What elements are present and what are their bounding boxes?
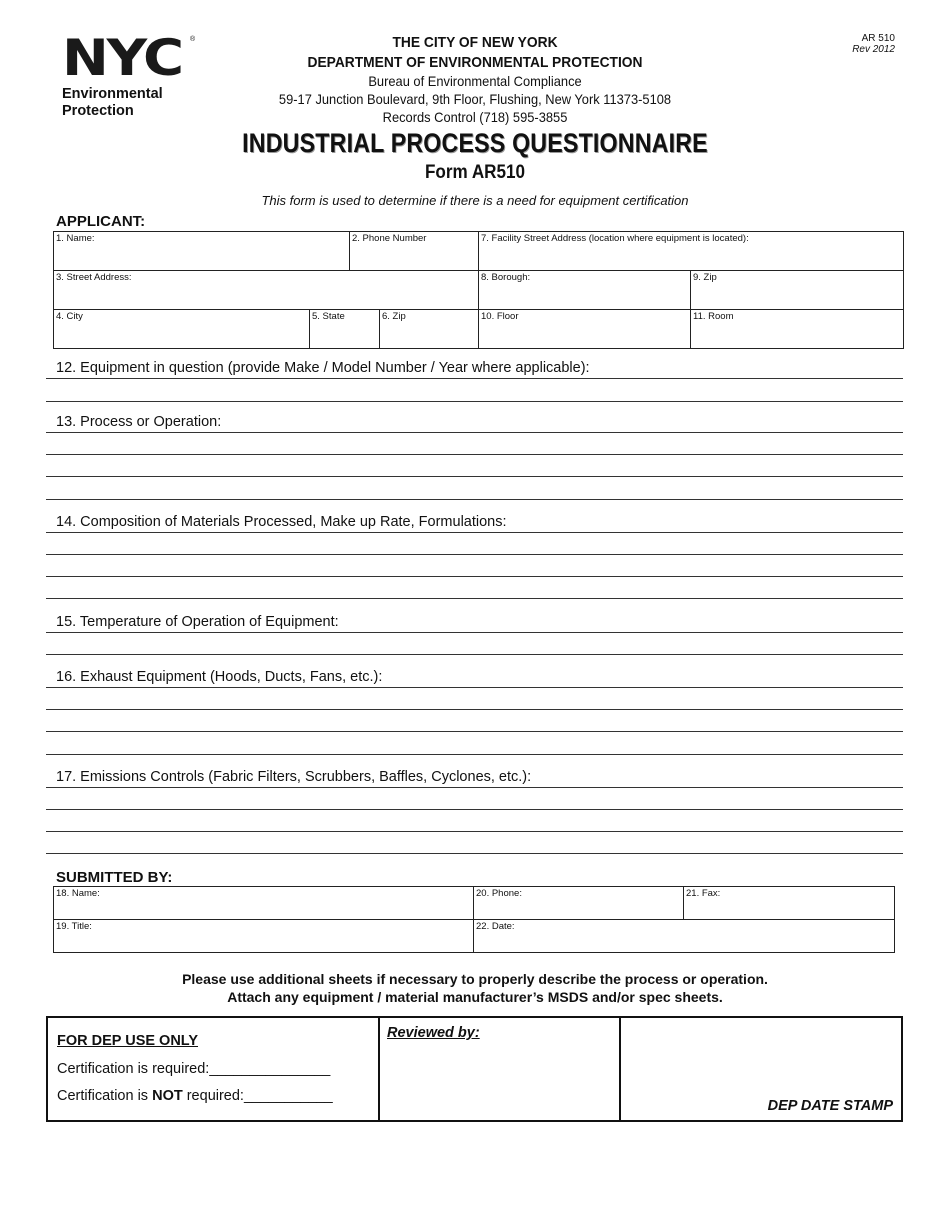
question-16-label: 16. Exhaust Equipment (Hoods, Ducts, Fans, etc.): xyxy=(56,669,386,685)
answer-line[interactable] xyxy=(46,754,903,755)
answer-line[interactable] xyxy=(46,787,903,788)
submitted-by-heading: SUBMITTED BY: xyxy=(56,869,173,886)
room-label: 11. Room xyxy=(693,311,734,322)
submitter-name-label: 18. Name: xyxy=(56,888,100,899)
zip-field[interactable] xyxy=(379,309,479,349)
msds-note: Attach any equipment / material manufacturer’s MSDS and/or spec sheets. xyxy=(227,989,723,1005)
additional-sheets-note: Please use additional sheets if necessary to properly describe the process or operation. xyxy=(182,971,768,987)
submitter-phone-field[interactable] xyxy=(473,886,684,920)
facility-zip-field[interactable] xyxy=(690,270,904,310)
question-14-label: 14. Composition of Materials Processed, Make up Rate, Formulations: xyxy=(56,514,511,530)
city-label: 4. City xyxy=(56,311,83,322)
form-purpose: This form is used to determine if there is a need for equipment certification xyxy=(261,193,689,208)
submitter-title-field[interactable] xyxy=(53,919,474,953)
submitter-fax-field[interactable] xyxy=(683,886,895,920)
submitter-name-field[interactable] xyxy=(53,886,474,920)
answer-line[interactable] xyxy=(46,687,903,688)
certification-required[interactable]: Certification is required:_______________ xyxy=(57,1061,331,1077)
submitter-fax-label: 21. Fax: xyxy=(686,888,721,899)
answer-line[interactable] xyxy=(46,532,903,533)
answer-line[interactable] xyxy=(46,632,903,633)
city-field[interactable] xyxy=(53,309,310,349)
answer-line[interactable] xyxy=(46,476,903,477)
state-field[interactable] xyxy=(309,309,380,349)
answer-line[interactable] xyxy=(46,554,903,555)
logo-line2: Protection xyxy=(62,103,134,119)
question-13-label: 13. Process or Operation: xyxy=(56,414,225,430)
dep-use-heading: FOR DEP USE ONLY xyxy=(57,1033,199,1049)
reviewed-by-cell[interactable] xyxy=(378,1018,621,1120)
applicant-heading: APPLICANT: xyxy=(56,213,146,230)
answer-line[interactable] xyxy=(46,499,903,500)
borough-label: 8. Borough: xyxy=(481,272,531,283)
room-field[interactable] xyxy=(690,309,904,349)
answer-line[interactable] xyxy=(46,831,903,832)
name-field[interactable] xyxy=(53,231,350,271)
cert-not-suffix: required:___________ xyxy=(182,1088,333,1104)
form-code: AR 510 xyxy=(861,33,895,44)
answer-line[interactable] xyxy=(46,598,903,599)
facility-zip-label: 9. Zip xyxy=(693,272,717,283)
answer-line[interactable] xyxy=(46,709,903,710)
facility-address-field[interactable] xyxy=(478,231,904,271)
name-label: 1. Name: xyxy=(56,233,95,244)
submitter-title-label: 19. Title: xyxy=(56,921,92,932)
answer-line[interactable] xyxy=(46,432,903,433)
answer-line[interactable] xyxy=(46,809,903,810)
answer-line[interactable] xyxy=(46,378,903,379)
logo-mark: NYC xyxy=(62,29,182,87)
dep-use-box xyxy=(46,1016,903,1122)
revision-year: Rev 2012 xyxy=(852,44,895,55)
logo-registered: ® xyxy=(190,36,196,43)
zip-label: 6. Zip xyxy=(382,311,406,322)
logo-line1: Environmental xyxy=(62,86,163,102)
answer-line[interactable] xyxy=(46,853,903,854)
floor-label: 10. Floor xyxy=(481,311,519,322)
bureau-name: Bureau of Environmental Compliance xyxy=(368,73,582,89)
department-name: DEPARTMENT OF ENVIRONMENTAL PROTECTION xyxy=(307,54,643,71)
submitted-date-label: 22. Date: xyxy=(476,921,515,932)
answer-line[interactable] xyxy=(46,731,903,732)
cert-not-word: NOT xyxy=(152,1088,183,1104)
page-title: INDUSTRIAL PROCESS QUESTIONNAIRE xyxy=(242,128,708,158)
form-number: Form AR510 xyxy=(424,162,526,183)
city-name: THE CITY OF NEW YORK xyxy=(392,34,558,51)
state-label: 5. State xyxy=(312,311,345,322)
certification-not-required[interactable] xyxy=(57,1088,333,1104)
answer-line[interactable] xyxy=(46,576,903,577)
street-address-field[interactable] xyxy=(53,270,479,310)
phone-field[interactable] xyxy=(349,231,479,271)
answer-line[interactable] xyxy=(46,401,903,402)
answer-line[interactable] xyxy=(46,454,903,455)
question-12-label: 12. Equipment in question (provide Make / Model Number / Year where applicable): xyxy=(56,360,594,376)
department-address: 59-17 Junction Boulevard, 9th Floor, Flushing, New York 11373-5108 xyxy=(278,91,672,107)
answer-line[interactable] xyxy=(46,654,903,655)
dep-date-stamp: DEP DATE STAMP xyxy=(767,1098,893,1114)
street-address-label: 3. Street Address: xyxy=(56,272,132,283)
borough-field[interactable] xyxy=(478,270,691,310)
cert-not-prefix: Certification is xyxy=(57,1088,153,1104)
facility-address-label: 7. Facility Street Address (location where equipment is located): xyxy=(481,233,749,244)
submitter-phone-label: 20. Phone: xyxy=(476,888,522,899)
phone-label: 2. Phone Number xyxy=(352,233,427,244)
submitted-date-field[interactable] xyxy=(473,919,895,953)
records-phone: Records Control (718) 595-3855 xyxy=(382,109,568,125)
reviewed-by-label: Reviewed by: xyxy=(387,1025,480,1041)
question-17-label: 17. Emissions Controls (Fabric Filters, Scrubbers, Baffles, Cyclones, etc.): xyxy=(56,769,535,785)
floor-field[interactable] xyxy=(478,309,691,349)
question-15-label: 15. Temperature of Operation of Equipment: xyxy=(56,614,343,630)
dep-certification-cell xyxy=(48,1018,380,1120)
